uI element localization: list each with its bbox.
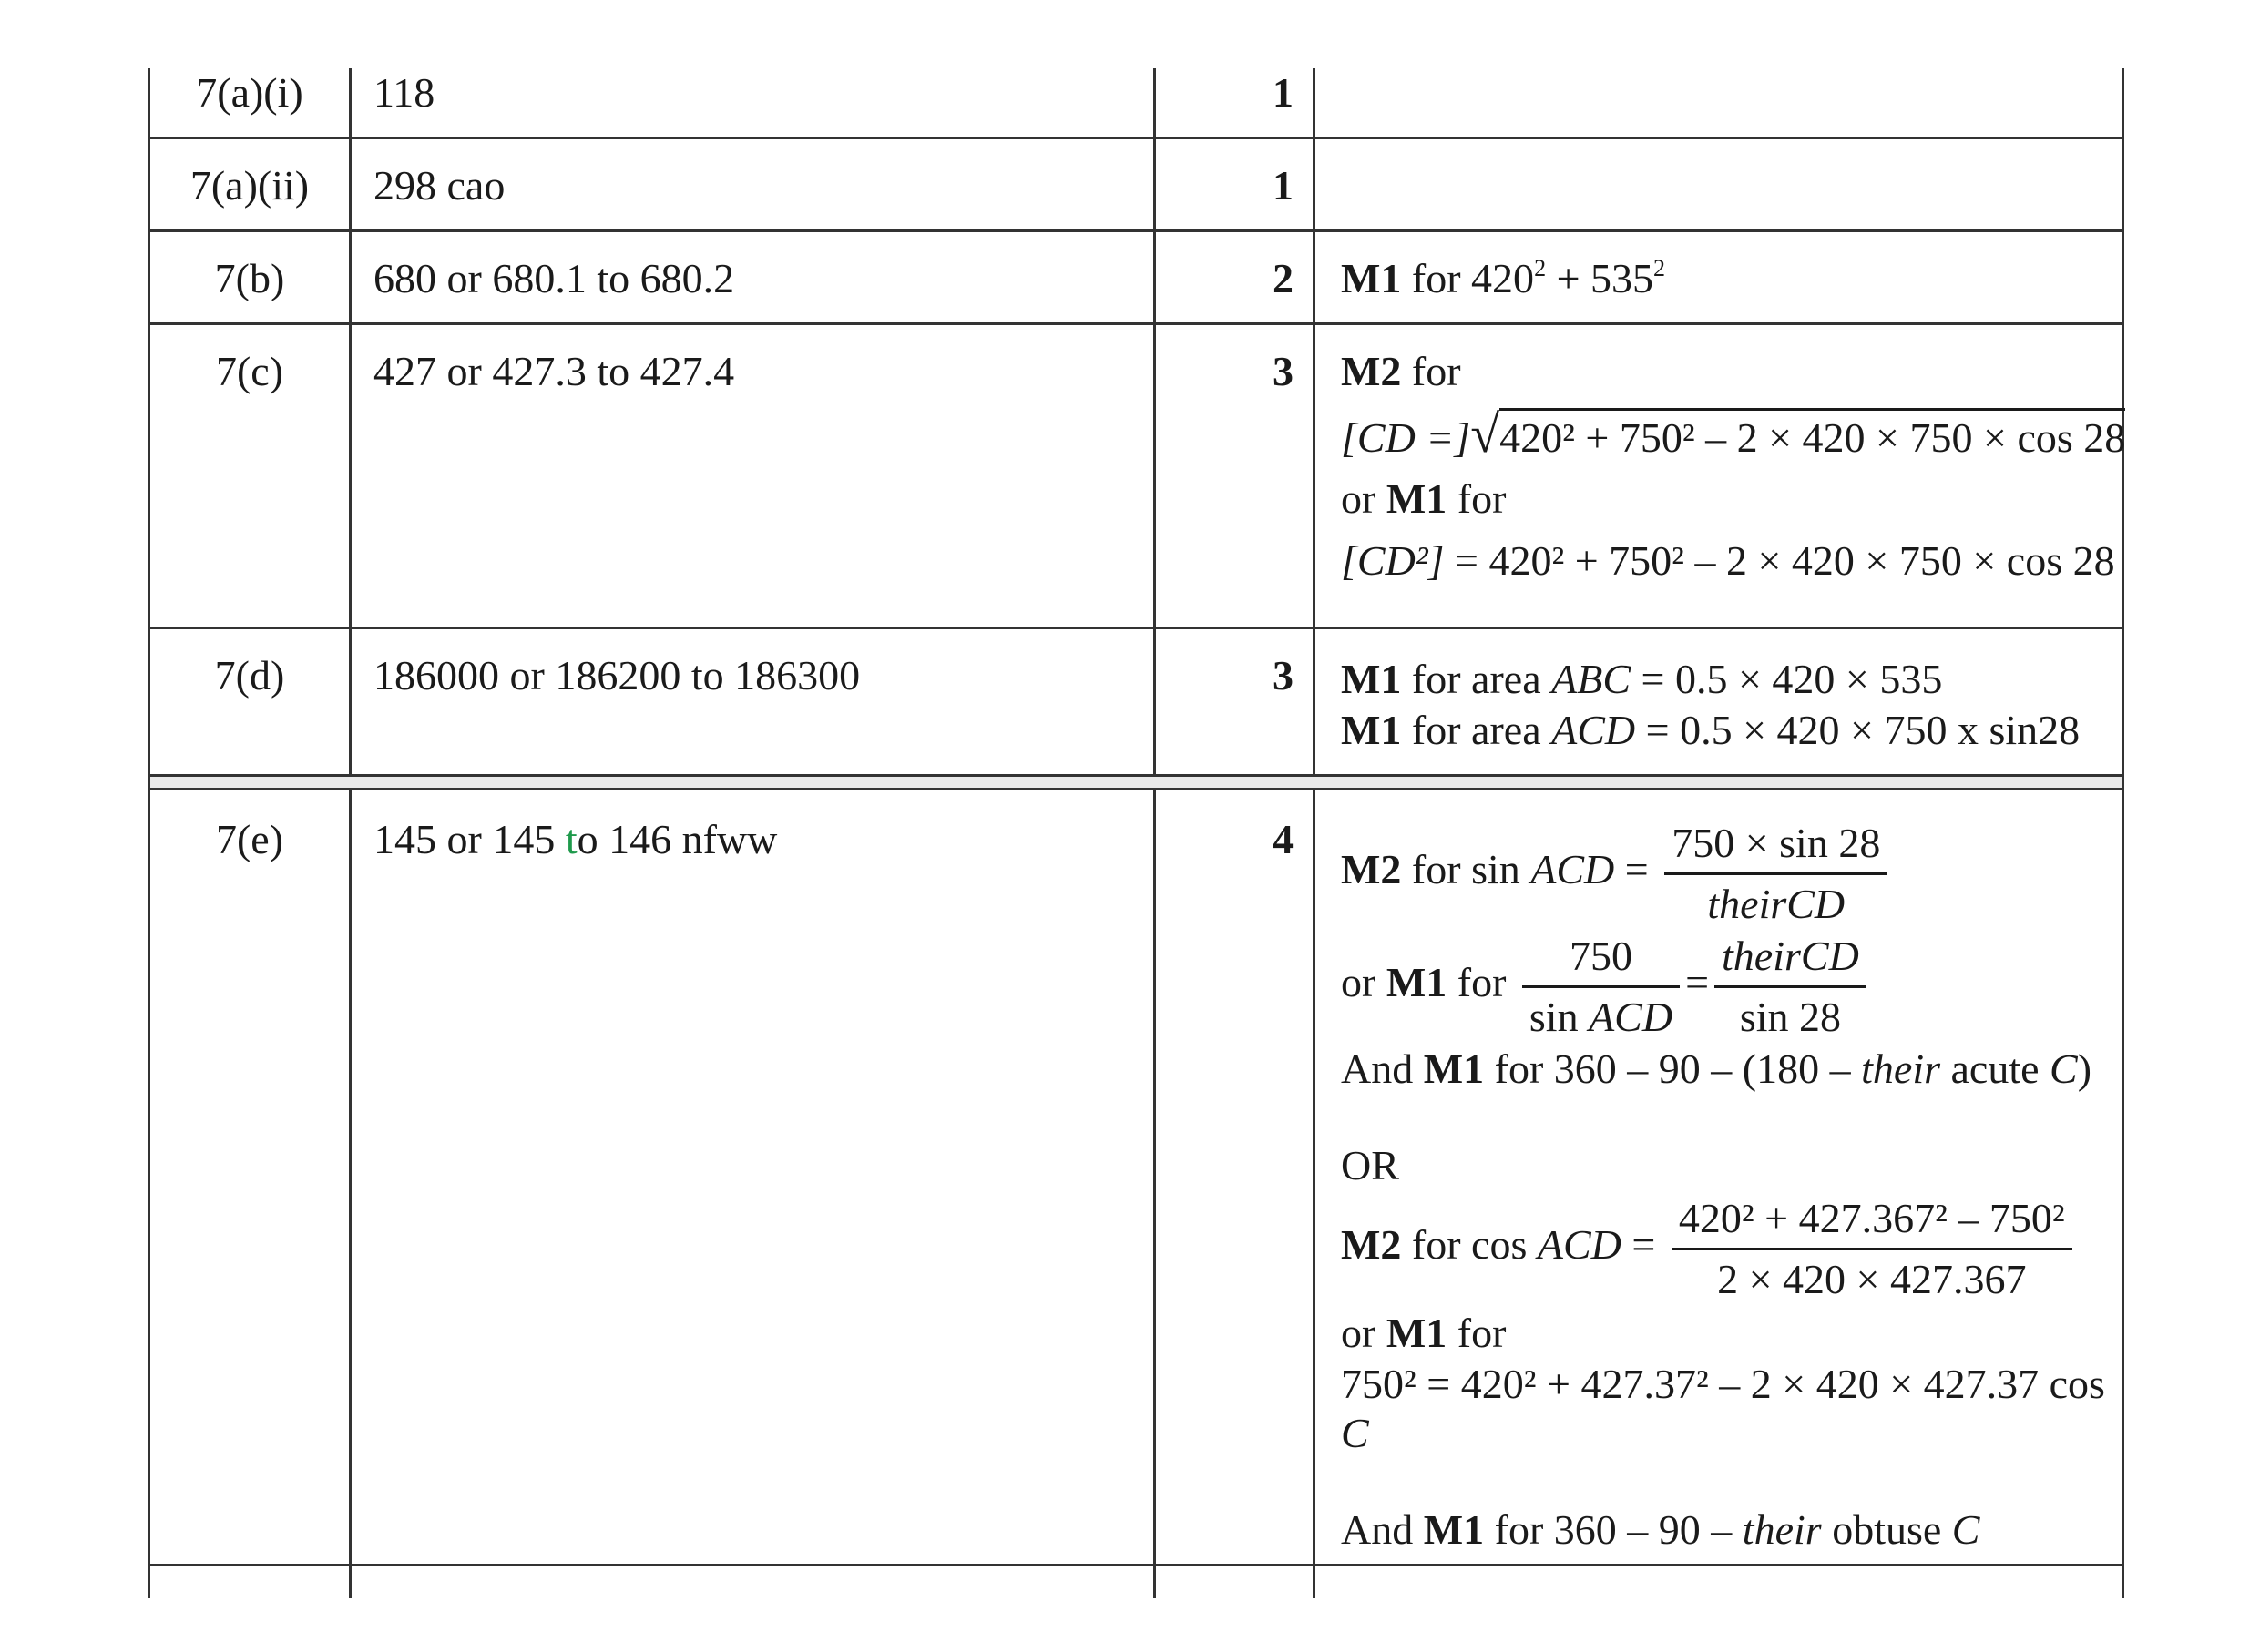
guidance-7e-cosine-m2: M2 for cos ACD = $\frac{\text{420² + 427.367² – 750²}}{2 \times 420 \times 427.367}$: [1341, 1193, 2078, 1305]
guidance-7e-cosine-m1: or M1 for: [1341, 1310, 1507, 1356]
mark-value: 1: [1273, 69, 1294, 116]
table-divider-3: [1313, 68, 1315, 1598]
row-separator-shade: [150, 777, 2122, 788]
fraction: $\frac{750}{\text{sin ACD}}$: [1522, 931, 1680, 1043]
row-border: [148, 788, 2124, 790]
table-divider-2: [1153, 68, 1156, 1598]
row-border: [148, 1564, 2124, 1566]
question-number: 7(c): [215, 348, 284, 394]
answer: 427 or 427.3 to 427.4: [373, 348, 735, 394]
row-border: [148, 137, 2124, 139]
mark-value: 1: [1273, 162, 1294, 209]
guidance-7c-cd-formula: [CD =]√420² + 750² – 2 × 420 × 750 × cos 28: [1341, 404, 2126, 464]
question-number: 7(a)(i): [196, 69, 303, 116]
guidance-7e-sine-m1: or M1 for $\frac{750}{\text{sin ACD}}$ = $\frac{\text{theirCD}}{\sin 28}$: [1341, 931, 1872, 1043]
answer: 298 cao: [373, 162, 506, 209]
guidance-7e-and-acute: And M1 for 360 – 90 – (180 – their acute C): [1341, 1045, 2092, 1092]
mark-value: 4: [1273, 816, 1294, 862]
fraction: $\frac{\text{theirCD}}{\sin 28}$: [1714, 931, 1866, 1043]
guidance-7b: M1 for $420^2 + 535^2$: [1341, 255, 1666, 301]
mark-value: 3: [1273, 652, 1294, 699]
answer: 145 or 145 to 146 nfww: [373, 816, 778, 862]
mark-value: 2: [1273, 255, 1294, 301]
row-border: [148, 322, 2124, 325]
guidance-7e-sine-m2: M2 for sin ACD = $\frac{750 \times \sin 28}{\text{theirCD}}$: [1341, 818, 1893, 930]
answer: 680 or 680.1 to 680.2: [373, 255, 735, 301]
row-border: [148, 627, 2124, 629]
question-number: 7(a)(ii): [189, 162, 310, 209]
fraction: $\frac{750 \times \sin 28}{\text{theirCD}}$: [1664, 818, 1887, 930]
answer: 118: [373, 69, 435, 116]
guidance-7d-area-abc: M1 for area ABC = 0.5 × 420 × 535: [1341, 656, 1943, 702]
table-border-right: [2122, 68, 2124, 1598]
guidance-7c-cd2-formula: [CD²] = 420² + 750² – 2 × 420 × 750 × cos 28: [1341, 537, 2115, 584]
guidance-7d-area-acd: M1 for area ACD = 0.5 × 420 × 750 x sin28: [1341, 707, 2081, 753]
guidance-7e-cosine-c: C: [1341, 1410, 1369, 1456]
row-border: [148, 229, 2124, 232]
guidance-7e-cosine-rule: 750² = 420² + 427.37² – 2 × 420 × 427.37 cos: [1341, 1361, 2105, 1407]
question-number: 7(e): [215, 816, 284, 862]
answer: 186000 or 186200 to 186300: [373, 652, 861, 699]
question-number: 7(b): [214, 255, 285, 301]
guidance-7e-and-obtuse: And M1 for 360 – 90 – their obtuse C: [1341, 1506, 1980, 1553]
guidance-7c-m2: M2 for: [1341, 348, 1461, 394]
guidance-7e-or: OR: [1341, 1142, 1399, 1188]
mark-value: 3: [1273, 348, 1294, 394]
question-number: 7(d): [214, 652, 285, 699]
fraction: $\frac{\text{420² + 427.367² – 750²}}{2 \times 420 \times 427.367}$: [1672, 1193, 2072, 1305]
guidance-7c-m1: or M1 for: [1341, 475, 1507, 522]
